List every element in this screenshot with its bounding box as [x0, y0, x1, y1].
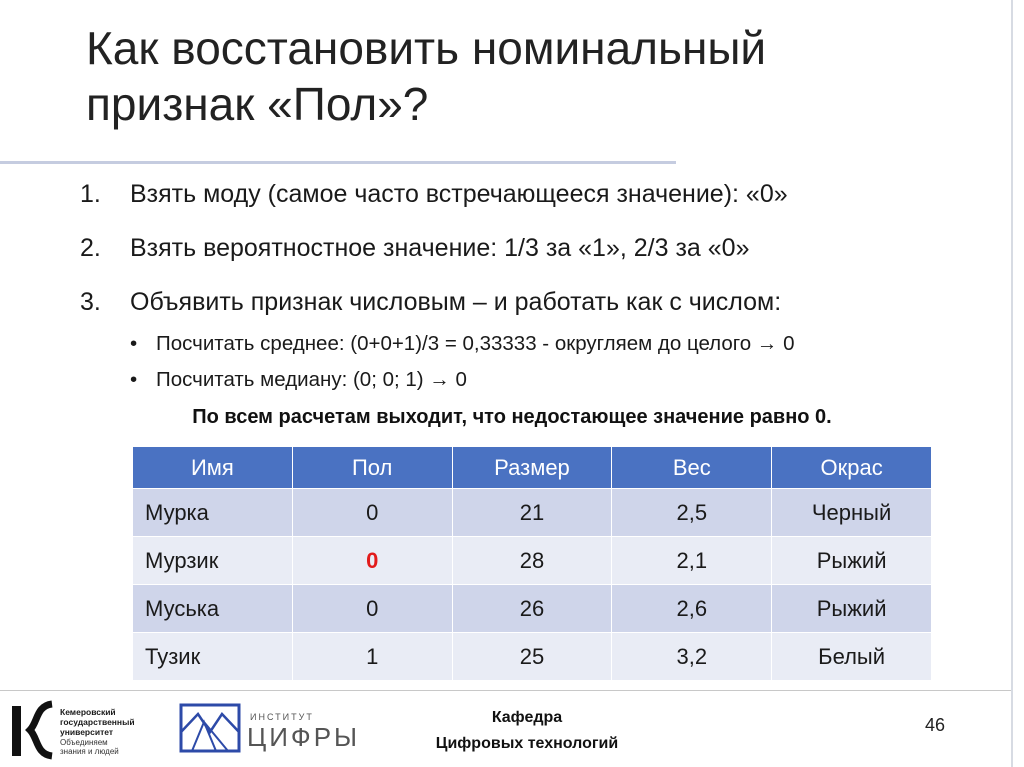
- institute-logo-icon: [178, 702, 242, 754]
- institute-label: ИНСТИТУТ: [250, 712, 314, 722]
- cell-size: 26: [452, 585, 612, 633]
- table-row: [133, 633, 932, 681]
- cell-size: 21: [452, 489, 612, 537]
- university-name: [60, 707, 135, 737]
- slide-title-line-1: Как восстановить номинальный: [86, 22, 767, 74]
- substep-text: Посчитать медиану: (0; 0; 1) → 0: [156, 368, 467, 391]
- column-header-weight: Вес: [612, 447, 772, 489]
- department-line-1: Кафедра: [491, 709, 563, 726]
- cell-size: 28: [452, 537, 612, 585]
- cell-weight: 3,2: [612, 633, 772, 681]
- university-motto-line: знания и людей: [60, 747, 119, 756]
- institute-name: ЦИФРЫ: [247, 722, 361, 752]
- cell-sex-restored: 0: [292, 537, 452, 585]
- university-name-line: Кемеровский: [60, 707, 116, 717]
- table-row: [133, 537, 932, 585]
- substep-text: Посчитать среднее: (0+0+1)/3 = 0,33333 - округляем до целого → 0: [156, 332, 795, 355]
- cell-sex: 0: [292, 585, 452, 633]
- step-item-1: [80, 180, 788, 209]
- bullet-icon: •: [130, 332, 138, 355]
- university-name-line: государственный: [60, 717, 135, 727]
- cell-color: Белый: [772, 633, 932, 681]
- column-header-color: Окрас: [772, 447, 932, 489]
- footer-divider: [0, 690, 1011, 691]
- cell-weight: 2,6: [612, 585, 772, 633]
- cell-name: Муська: [133, 585, 293, 633]
- table-row: [133, 585, 932, 633]
- slide-title: [86, 20, 986, 132]
- conclusion-text: По всем расчетам выходит, что недостающее значение равно 0.: [192, 406, 832, 428]
- cell-sex: 1: [292, 633, 452, 681]
- cell-color: Черный: [772, 489, 932, 537]
- university-name-line: университет: [60, 727, 114, 737]
- slide-right-border: [1011, 0, 1013, 767]
- page-number: 46: [925, 715, 946, 735]
- column-header-sex: Пол: [292, 447, 452, 489]
- substep-item-1: [130, 332, 795, 356]
- university-logo-icon: [8, 700, 56, 760]
- step-item-3: [80, 288, 781, 317]
- cell-color: Рыжий: [772, 537, 932, 585]
- step-number: 1.: [80, 180, 101, 208]
- title-underline: [0, 161, 676, 164]
- cell-name: Тузик: [133, 633, 293, 681]
- bullet-icon: •: [130, 368, 138, 391]
- cell-size: 25: [452, 633, 612, 681]
- step-number: 3.: [80, 288, 101, 316]
- column-header-name: Имя: [133, 447, 293, 489]
- step-text: Объявить признак числовым – и работать как с числом:: [130, 288, 782, 316]
- cell-weight: 2,5: [612, 489, 772, 537]
- cell-name: Мурзик: [133, 537, 293, 585]
- step-text: Взять моду (самое часто встречающееся значение): «0»: [130, 180, 788, 208]
- department-name: [402, 705, 652, 757]
- cell-weight: 2,1: [612, 537, 772, 585]
- step-number: 2.: [80, 234, 101, 262]
- slide-title-line-2: признак «Пол»?: [86, 78, 429, 130]
- table-header-row: [133, 447, 932, 489]
- step-item-2: [80, 234, 749, 263]
- university-motto: [60, 738, 119, 756]
- substep-item-2: [130, 368, 467, 392]
- cell-name: Мурка: [133, 489, 293, 537]
- department-line-2: Цифровых технологий: [435, 735, 619, 752]
- table-row: [133, 489, 932, 537]
- cell-color: Рыжий: [772, 585, 932, 633]
- column-header-size: Размер: [452, 447, 612, 489]
- university-motto-line: Объединяем: [60, 738, 108, 747]
- cell-sex: 0: [292, 489, 452, 537]
- cats-table: [132, 446, 932, 681]
- step-text: Взять вероятностное значение: 1/3 за «1», 2/3 за «0»: [130, 234, 750, 262]
